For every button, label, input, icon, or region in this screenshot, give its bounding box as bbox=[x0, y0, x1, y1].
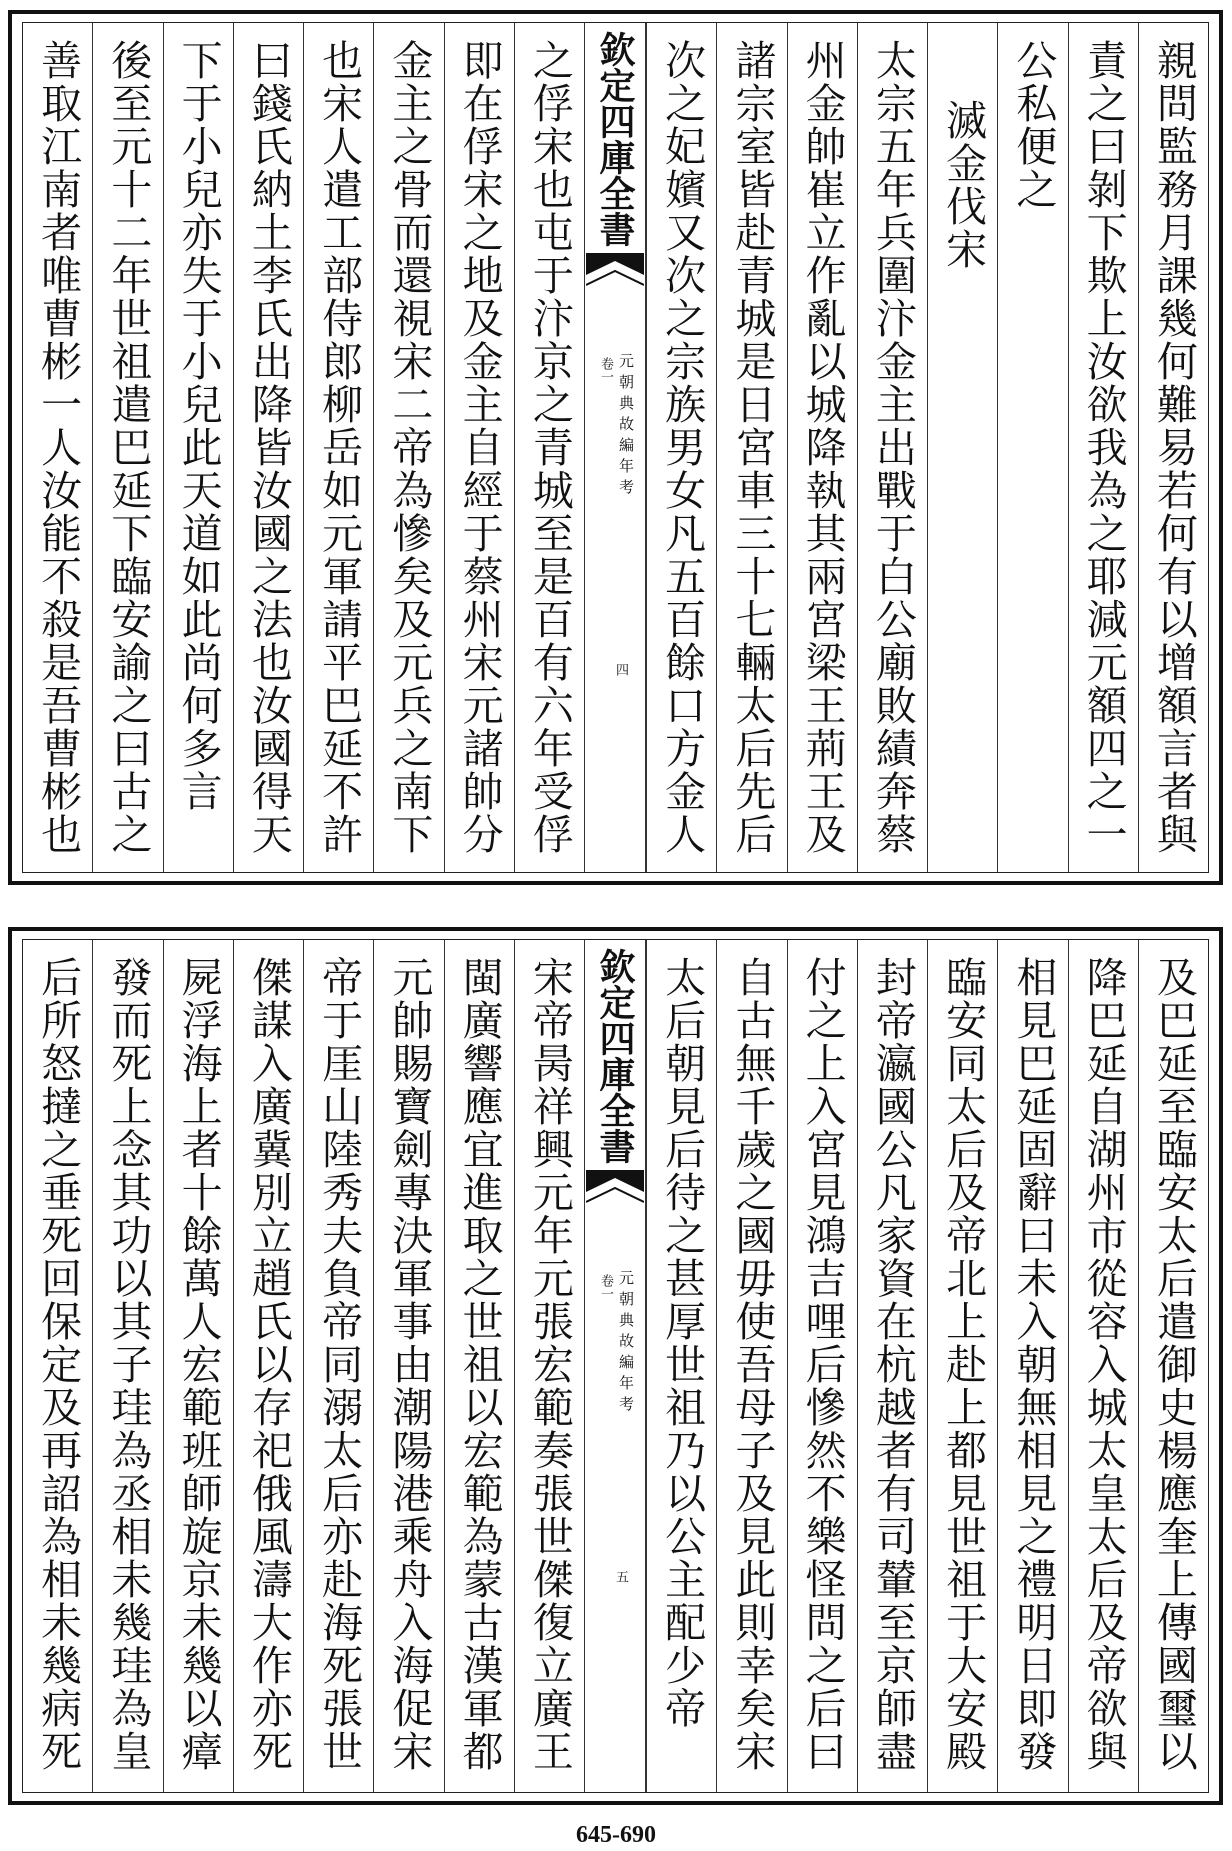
juan-label: 卷一 bbox=[598, 357, 613, 383]
text-column: 太宗五年兵圍汴金主出戰于白公廟敗績奔蔡 bbox=[857, 23, 927, 872]
section-heading-column bbox=[927, 23, 997, 872]
leaf-number: 五 bbox=[613, 1570, 628, 1583]
section-heading: 滅金伐宋 bbox=[939, 99, 988, 271]
top-page-columns bbox=[22, 22, 1209, 873]
text-column: 親問監務月課幾何難易若何有以增額言者與 bbox=[1138, 23, 1208, 872]
book-title: 欽定四庫全書 bbox=[594, 31, 636, 247]
bottom-page-frame bbox=[8, 927, 1223, 1805]
page-number: 645-690 bbox=[576, 1822, 656, 1848]
text-column: 帝于厓山陸秀夫負帝同溺太后亦赴海死張世 bbox=[303, 940, 373, 1792]
top-page-frame bbox=[8, 10, 1223, 885]
text-column: 善取江南者唯曹彬一人汝能不殺是吾曹彬也 bbox=[34, 39, 83, 856]
text-column: 即在俘宋之地及金主自經于蔡州宋元諸帥分 bbox=[444, 23, 514, 872]
text-column: 宋帝昺祥興元年元張宏範奏張世傑復立廣王 bbox=[514, 940, 584, 1792]
juan-label: 卷一 bbox=[598, 1274, 613, 1300]
book-title: 欽定四庫全書 bbox=[594, 948, 636, 1164]
text-column: 責之曰剝下欺上汝欲我為之耶減元額四之一 bbox=[1068, 23, 1138, 872]
fishtail-mark-icon bbox=[586, 253, 644, 293]
text-column: 封帝瀛國公凡家資在杭越者有司輦至京師盡 bbox=[857, 940, 927, 1792]
text-column: 臨安同太后及帝北上赴上都見世祖于大安殿 bbox=[927, 940, 997, 1792]
text-column: 後至元十二年世祖遣巴延下臨安諭之曰古之 bbox=[92, 23, 162, 872]
text-column: 下于小兒亦失于小兒此天道如此尚何多言 bbox=[163, 23, 233, 872]
text-column: 金主之骨而還視宋二帝為慘矣及元兵之南下 bbox=[373, 23, 443, 872]
text-column: 及巴延至臨安太后遣御史楊應奎上傳國璽以 bbox=[1138, 940, 1208, 1792]
text-column: 屍浮海上者十餘萬人宏範班師旋京未幾以瘴 bbox=[163, 940, 233, 1792]
bottom-page-columns bbox=[22, 939, 1209, 1793]
source-title: 元朝典故編年考 bbox=[617, 353, 635, 500]
text-column: 之俘宋也屯于汴京之青城至是百有六年受俘 bbox=[514, 23, 584, 872]
block-heart bbox=[584, 940, 646, 1792]
text-column: 也宋人遣工部侍郎柳岳如元軍請平巴延不許 bbox=[303, 23, 373, 872]
text-column: 自古無千歲之國毋使吾母子及見此則幸矣宋 bbox=[716, 940, 786, 1792]
text-column: 曰錢氏納土李氏出降皆汝國之法也汝國得天 bbox=[233, 23, 303, 872]
text-column: 閩廣響應宜進取之世祖以宏範為蒙古漢軍都 bbox=[444, 940, 514, 1792]
text-column: 公私便之 bbox=[997, 23, 1067, 872]
text-column: 發而死上念其功以其子珪為丞相未幾珪為皇 bbox=[92, 940, 162, 1792]
text-column: 降巴延自湖州市從容入城太皇太后及帝欲與 bbox=[1068, 940, 1138, 1792]
text-column: 后所怒撻之垂死回保定及再詔為相未幾病死 bbox=[34, 956, 83, 1773]
block-heart bbox=[584, 23, 646, 872]
text-column: 太后朝見后待之甚厚世祖乃以公主配少帝 bbox=[646, 940, 716, 1792]
top-page bbox=[0, 0, 1232, 905]
fishtail-mark-icon bbox=[586, 1170, 644, 1210]
text-column: 傑謀入廣冀別立趙氏以存祀俄風濤大作亦死 bbox=[233, 940, 303, 1792]
text-column: 諸宗室皆赴青城是日宮車三十七輛太后先后 bbox=[716, 23, 786, 872]
bottom-page bbox=[0, 905, 1232, 1851]
leaf-number: 四 bbox=[613, 663, 628, 676]
source-title: 元朝典故編年考 bbox=[617, 1270, 635, 1417]
text-column: 州金帥崔立作亂以城降執其兩宮梁王荊王及 bbox=[787, 23, 857, 872]
text-column: 次之妃嬪又次之宗族男女凡五百餘口方金人 bbox=[646, 23, 716, 872]
text-column: 相見巴延固辭曰未入朝無相見之禮明日即發 bbox=[997, 940, 1067, 1792]
text-column: 付之上入宮見鴻吉哩后慘然不樂怪問之后曰 bbox=[787, 940, 857, 1792]
text-column: 元帥賜寶劍專決軍事由潮陽港乘舟入海促宋 bbox=[373, 940, 443, 1792]
